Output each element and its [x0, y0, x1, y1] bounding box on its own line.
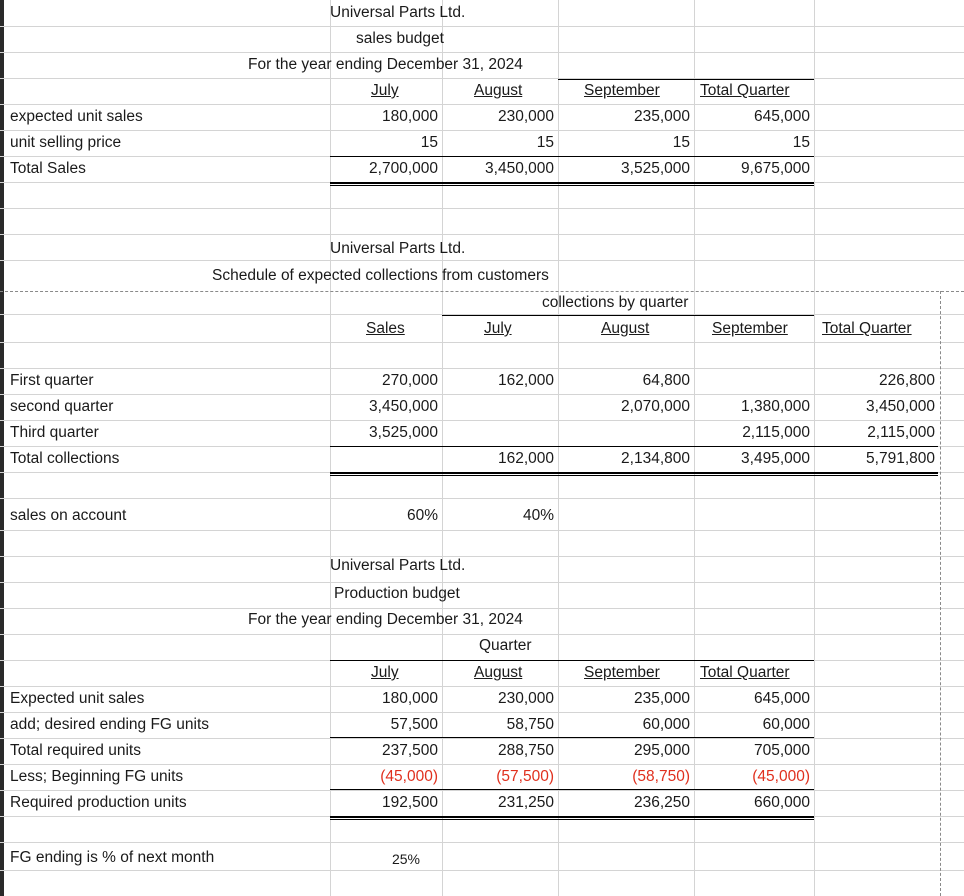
collections-row-label: Total collections — [10, 450, 120, 467]
production-cell: 705,000 — [753, 742, 810, 759]
production-cell: 235,000 — [633, 690, 690, 707]
production-cell: 295,000 — [633, 742, 690, 759]
collections-cell: 5,791,800 — [866, 450, 935, 467]
production-header-september: September — [584, 664, 660, 681]
header-border — [558, 79, 814, 80]
row-header-edge — [0, 0, 4, 896]
collections-company-name: Universal Parts Ltd. — [330, 240, 466, 257]
production-cell: 231,250 — [497, 794, 554, 811]
collections-header-september: September — [712, 320, 788, 337]
gridline — [0, 582, 964, 583]
collections-cell — [558, 420, 690, 446]
production-cell: 58,750 — [506, 716, 554, 733]
sales-on-account-label: sales on account — [10, 507, 127, 524]
collections-cell: 226,800 — [878, 372, 935, 389]
collections-cell — [694, 368, 810, 394]
collections-cell: 2,115,000 — [867, 424, 935, 441]
production-row-label: Required production units — [10, 794, 187, 811]
sales-cell: 230,000 — [497, 108, 554, 125]
sales-cell: 9,675,000 — [741, 160, 810, 177]
collections-cell — [442, 420, 554, 446]
collections-header-total-quarter: Total Quarter — [822, 320, 912, 337]
production-cell: 60,000 — [642, 716, 690, 733]
page-break-line — [940, 291, 941, 896]
collections-header-july: July — [484, 320, 512, 337]
sales-cell: 645,000 — [753, 108, 810, 125]
production-cell-negative: (45,000) — [380, 768, 438, 785]
sales-cell: 15 — [420, 134, 438, 151]
total-border — [330, 816, 814, 818]
collections-cell: 2,115,000 — [742, 424, 810, 441]
total-border — [330, 475, 938, 476]
collections-cell: 3,525,000 — [369, 424, 438, 441]
sales-cell: 15 — [792, 134, 810, 151]
production-row-label: Total required units — [10, 742, 141, 759]
sales-cell: 3,450,000 — [485, 160, 554, 177]
gridline — [0, 498, 964, 499]
gridline — [0, 342, 964, 343]
sales-cell: 2,700,000 — [369, 160, 438, 177]
production-cell-negative: (45,000) — [752, 768, 810, 785]
production-cell: 57,500 — [390, 716, 438, 733]
collections-cell — [442, 394, 554, 420]
production-cell-negative: (57,500) — [496, 768, 554, 785]
total-border — [330, 472, 938, 474]
collections-cell — [330, 446, 438, 472]
collections-cell: 64,800 — [642, 372, 690, 389]
collections-cell: 162,000 — [497, 450, 554, 467]
production-header-july: July — [371, 664, 399, 681]
gridline — [0, 842, 964, 843]
sales-cell: 235,000 — [633, 108, 690, 125]
total-border — [330, 185, 814, 186]
collections-cell: 1,380,000 — [741, 398, 810, 415]
production-header-august: August — [474, 664, 523, 681]
sales-period: For the year ending December 31, 2024 — [248, 56, 523, 73]
collections-cell: 3,450,000 — [866, 398, 935, 415]
sales-header-september: September — [584, 82, 660, 99]
production-cell: 180,000 — [381, 690, 438, 707]
sales-header-total-quarter: Total Quarter — [700, 82, 790, 99]
sales-title: sales budget — [356, 30, 444, 47]
sales-header-august: August — [474, 82, 523, 99]
production-cell: 192,500 — [381, 794, 438, 811]
gridline — [0, 530, 964, 531]
collections-title: Schedule of expected collections from customers — [212, 267, 549, 284]
sales-row-label: unit selling price — [10, 134, 122, 151]
collections-row-label: second quarter — [10, 398, 114, 415]
production-cell: 288,750 — [497, 742, 554, 759]
collections-cell: 2,070,000 — [621, 398, 690, 415]
production-title: Production budget — [334, 585, 460, 602]
sales-cell: 15 — [536, 134, 554, 151]
sales-company-name: Universal Parts Ltd. — [330, 4, 466, 21]
collections-cell: 2,134,800 — [621, 450, 690, 467]
gridline — [0, 556, 964, 557]
production-company-name: Universal Parts Ltd. — [330, 557, 466, 574]
production-period: For the year ending December 31, 2024 — [248, 611, 523, 628]
production-cell-negative: (58,750) — [632, 768, 690, 785]
collections-cell: 270,000 — [381, 372, 438, 389]
collections-group-header: collections by quarter — [542, 294, 689, 311]
sales-cell: 15 — [672, 134, 690, 151]
total-border — [330, 819, 814, 820]
production-cell: 60,000 — [762, 716, 810, 733]
sales-on-account-pct: 60% — [406, 507, 438, 524]
production-quarter-label: Quarter — [479, 637, 532, 654]
gridline — [0, 208, 964, 209]
collections-row-label: Third quarter — [10, 424, 99, 441]
gridline — [0, 26, 964, 27]
production-cell: 230,000 — [497, 690, 554, 707]
production-row-label: Less; Beginning FG units — [10, 768, 184, 785]
collections-header-sales: Sales — [366, 320, 405, 337]
production-cell: 660,000 — [753, 794, 810, 811]
total-border — [330, 182, 814, 184]
sales-on-account-pct: 40% — [522, 507, 554, 524]
fg-note-value: 25% — [391, 851, 420, 867]
collections-header-august: August — [601, 320, 650, 337]
sales-cell: 180,000 — [381, 108, 438, 125]
sales-row-label: expected unit sales — [10, 108, 143, 125]
sales-header-july: July — [371, 82, 399, 99]
production-cell: 645,000 — [753, 690, 810, 707]
gridline — [0, 260, 964, 261]
production-row-label: Expected unit sales — [10, 690, 145, 707]
collections-cell: 3,450,000 — [369, 398, 438, 415]
sales-row-label: Total Sales — [10, 160, 86, 177]
production-row-label: add; desired ending FG units — [10, 716, 210, 733]
production-cell: 236,250 — [633, 794, 690, 811]
page-break-line — [0, 291, 964, 292]
production-header-total-quarter: Total Quarter — [700, 664, 790, 681]
fg-note-label: FG ending is % of next month — [10, 849, 215, 866]
production-cell: 237,500 — [381, 742, 438, 759]
gridline — [0, 234, 964, 235]
collections-cell: 3,495,000 — [741, 450, 810, 467]
collections-row-label: First quarter — [10, 372, 94, 389]
collections-cell: 162,000 — [497, 372, 554, 389]
sales-cell: 3,525,000 — [621, 160, 690, 177]
